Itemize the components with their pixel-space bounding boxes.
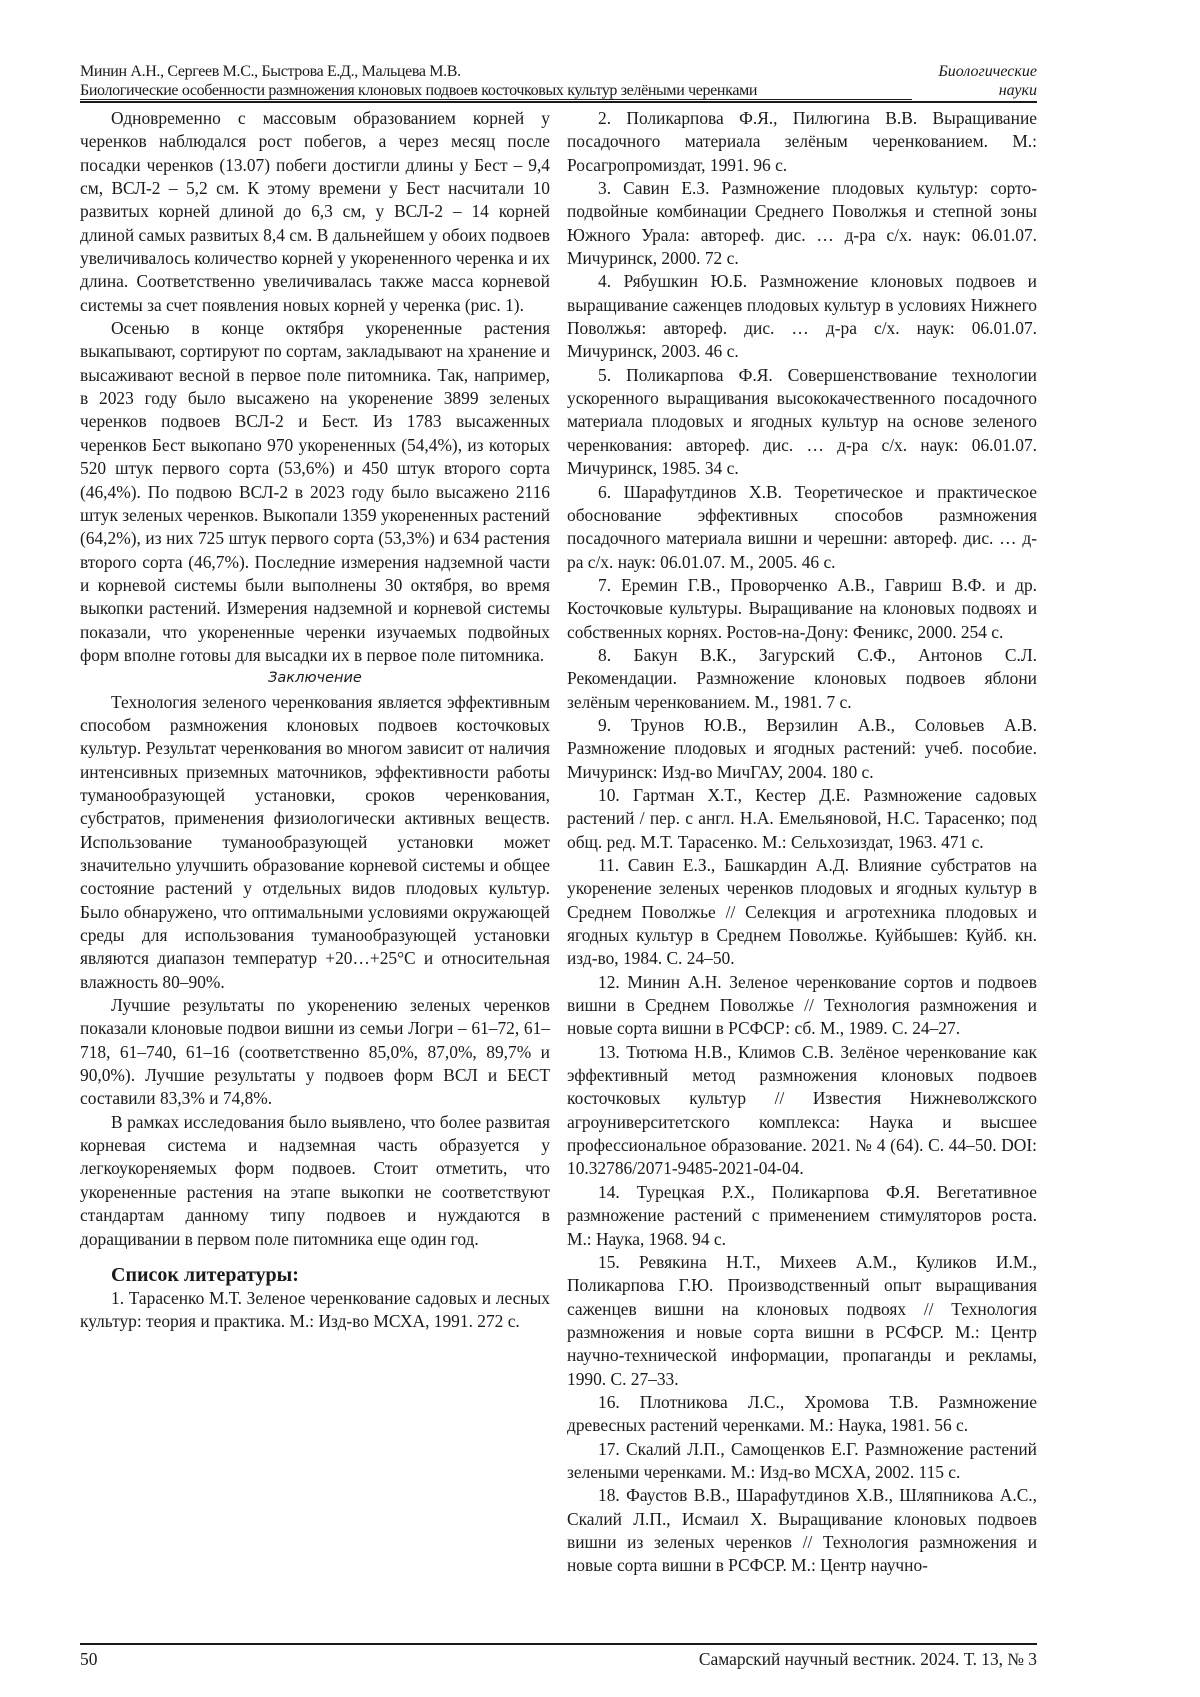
header-authors: Минин А.Н., Сергеев М.С., Быстрова Е.Д., Мальцева М.В. [80,63,461,80]
header-left [80,62,910,100]
reference-item: 12. Минин А.Н. Зеленое черенкование сортов и подвоев вишни в Среднем Поволжье // Технология размножения и новые сорта вишни в РСФСР: сб. М., 1989. С. 24–27. [567,971,1037,1039]
reference-item: 10. Гартман Х.Т., Кестер Д.Е. Размножение садовых растений / пер. с англ. Н.А. Емельяновой, Н.С. Тарасенко; под общ. ред. М.Т. Тарасенко. М.: Сельхозиздат, 1963. 471 с. [567,784,1037,852]
reference-item: 8. Бакун В.К., Загурский С.Ф., Антонов С.Л. Рекомендации. Размножение клоновых подвоев яблони зелёным черенкованием. М., 1981. 7 с. [567,644,1037,712]
reference-item: 7. Еремин Г.В., Проворченко А.В., Гавриш В.Ф. и др. Косточковые культуры. Выращивание на клоновых подвоях и собственных корнях. Ростов-на-Дону: Феникс, 2000. 254 с. [567,574,1037,642]
reference-item: 3. Савин Е.З. Размножение плодовых культур: сорто-подвойные комбинации Среднего Поволжья и степной зоны Южного Урала: автореф. дис. … д-ра с/х. наук: 06.01.07. Мичуринск, 2000. 72 с. [567,178,1037,269]
reference-item: 9. Трунов Ю.В., Верзилин А.В., Соловьев А.В. Размножение плодовых и ягодных растений: учеб. пособие. Мичуринск: Изд-во МичГАУ, 2004. 180 с. [567,714,1037,782]
right-column [567,107,1037,1578]
reference-item: 15. Ревякина Н.Т., Михеев А.М., Куликов И.М., Поликарпова Г.Ю. Производственный опыт выращивания саженцев вишни на клоновых подвоях // Технология размножения и новые сорта вишни в РСФСР. М.: Центр научно-технической информации, пропаганды и рекламы, 1990. С. 27–33. [567,1251,1037,1389]
header-section [938,62,1037,100]
header-rule [80,101,1037,103]
conclusion-heading: Заключение [268,670,362,687]
footer-rule [80,1643,1037,1645]
reference-item: 6. Шарафутдинов Х.В. Теоретическое и практическое обоснование эффективных способов размножения посадочного материала вишни и черешни: автореф. дис. … д-ра с/х. наук: 06.01.07. М., 2005. 46 с. [567,481,1037,572]
reference-item: 13. Тютюма Н.В., Климов С.В. Зелёное черенкование как эффективный метод размножения клоновых подвоев косточковых культур // Известия Нижневолжского агроуниверситетского комплекса: Наука и высшее профессиональное образование. 2021. № 4 (64). С. 44–50. DOI: 10.32786/2071-9485-2021-04-04. [567,1041,1037,1179]
reference-item: 5. Поликарпова Ф.Я. Совершенствование технологии ускоренного выращивания высококачественного посадочного материала плодовых и ягодных культур на основе зеленого черенкования: автореф. дис. … д-ра с/х. наук: 06.01.07. Мичуринск, 1985. 34 с. [567,364,1037,479]
conclusion-paragraph: Лучшие результаты по укоренению зеленых черенков показали клоновые подвои вишни из семьи Логри – 61–72, 61–718, 61–740, 61–16 (соответственно 85,0%, 87,0%, 89,7% и 90,0%). Лучшие результаты у подвоев форм ВСЛ и БЕСТ составили 83,3% и 74,8%. [80,995,550,1109]
header-underline [80,99,912,100]
page-number: 50 [80,1649,98,1669]
running-header [80,62,1037,102]
journal-citation: Самарский научный вестник. 2024. Т. 13, № 3 [698,1649,1037,1669]
reference-item: 18. Фаустов В.В., Шарафутдинов Х.В., Шляпникова А.С., Скалий Л.П., Исмаил Х. Выращивание клоновых подвоев вишни из зеленых черенков // Технология размножения и новые сорта вишни в РСФСР. М.: Центр научно- [567,1485,1037,1576]
reference-item: 17. Скалий Л.П., Самощенков Е.Г. Размножение растений зелеными черенками. М.: Изд-во МСХА, 2002. 115 с. [567,1438,1037,1482]
references-heading: Список литературы: [111,1263,299,1286]
header-article-title: Биологические особенности размножения клоновых подвоев косточковых культур зелёными черенками [80,82,758,99]
reference-item: 16. Плотникова Л.С., Хромова Т.В. Размножение древесных растений черенками. М.: Наука, 1981. 56 с. [567,1391,1037,1436]
body-paragraph: Осенью в конце октября укорененные растения выкапывают, сортируют по сортам, закладывают на хранение и высаживают весной в первое поле питомника. Так, например, в 2023 году было высажено на укоренение 3899 зеленых черенков подвоев ВСЛ-2 и Бест. Из 1783 высаженных черенков Бест выкопано 970 укорененных (54,4%), из которых 520 штук первого сорта (53,6%) и 450 штук второго сорта (46,4%). По подвою ВСЛ-2 в 2023 году было высажено 2116 штук зеленых черенков. Выкопали 1359 укорененных растений (64,2%), из них 725 штук первого сорта (53,3%) и 634 растения второго сорта (46,7%). Последние измерения надземной части и корневой системы были выполнены 30 октября, во время выкопки растений. Измерения надземной и корневой системы показали, что укорененные черенки изучаемых подвойных форм вполне готовы для высадки их в первое поле питомника. [80,318,551,665]
reference-item: 11. Савин Е.З., Башкардин А.Д. Влияние субстратов на укоренение зеленых черенков плодовых и ягодных культур в Среднем Поволжье // Селекция и агротехника плодовых и ягодных культур в Среднем Поволжье. Куйбышев: Куйб. кн. изд-во, 1984. С. 24–50. [567,855,1037,969]
reference-item: 4. Рябушкин Ю.Б. Размножение клоновых подвоев и выращивание саженцев плодовых культур в условиях Нижнего Поволжья: автореф. дис. … д-ра с/х. наук: 06.01.07. Мичуринск, 2003. 46 с. [567,271,1037,362]
header-section-line1: Биологические [938,63,1037,80]
header-section-line2: науки [998,82,1037,99]
left-column [80,107,550,1334]
reference-item: 2. Поликарпова Ф.Я., Пилюгина В.В. Выращивание посадочного материала зелёным черенкованием. М.: Росагропромиздат, 1991. 96 с. [567,108,1037,175]
reference-item: 1. Тарасенко М.Т. Зеленое черенкование садовых и лесных культур: теория и практика. М.: Изд-во МСХА, 1991. 272 с. [80,1287,550,1332]
reference-item: 14. Турецкая Р.Х., Поликарпова Ф.Я. Вегетативное размножение растений с применением стимуляторов роста. М.: Наука, 1968. 94 с. [567,1181,1037,1249]
body-paragraph: Одновременно с массовым образованием корней у черенков наблюдался рост побегов, а через месяц после посадки черенков (13.07) побеги достигли длины у Бест – 9,4 см, ВСЛ-2 – 5,2 см. К этому времени у Бест насчитали 10 развитых корней длиной до 6,3 см, у ВСЛ-2 – 14 корней длиной самых развитых 8,4 см. В дальнейшем у обоих подвоев увеличивалось количество корней у укорененного черенка и их длина. Соответственно увеличивалась также масса корневой системы за счет появления новых корней у черенка (рис. 1). [80,108,550,315]
conclusion-paragraph: В рамках исследования было выявлено, что более развитая корневая система и надземная часть образуется у легкоукореняемых форм подвоев. Стоит отметить, что укорененные растения на этапе выкопки не соответствуют стандартам данному типу подвоев и нуждаются в доращивании в первом поле питомника еще один год. [80,1111,550,1249]
conclusion-paragraph: Технология зеленого черенкования является эффективным способом размножения клоновых подвоев косточковых культур. Результат черенкования во многом зависит от наличия интенсивных приземных маточников, эффективности работы туманообразующей установки, сроков черенкования, субстратов, применения физиологически активных веществ. Использование туманообразующей установки может значительно улучшить образование корневой системы и общее состояние растений у отдельных видов плодовых культур. Было обнаружено, что оптимальными условиями окружающей среды для использования туманообразующей установки являются диапазон температур +20…+25°С и относительная влажность 80–90%. [80,691,550,992]
